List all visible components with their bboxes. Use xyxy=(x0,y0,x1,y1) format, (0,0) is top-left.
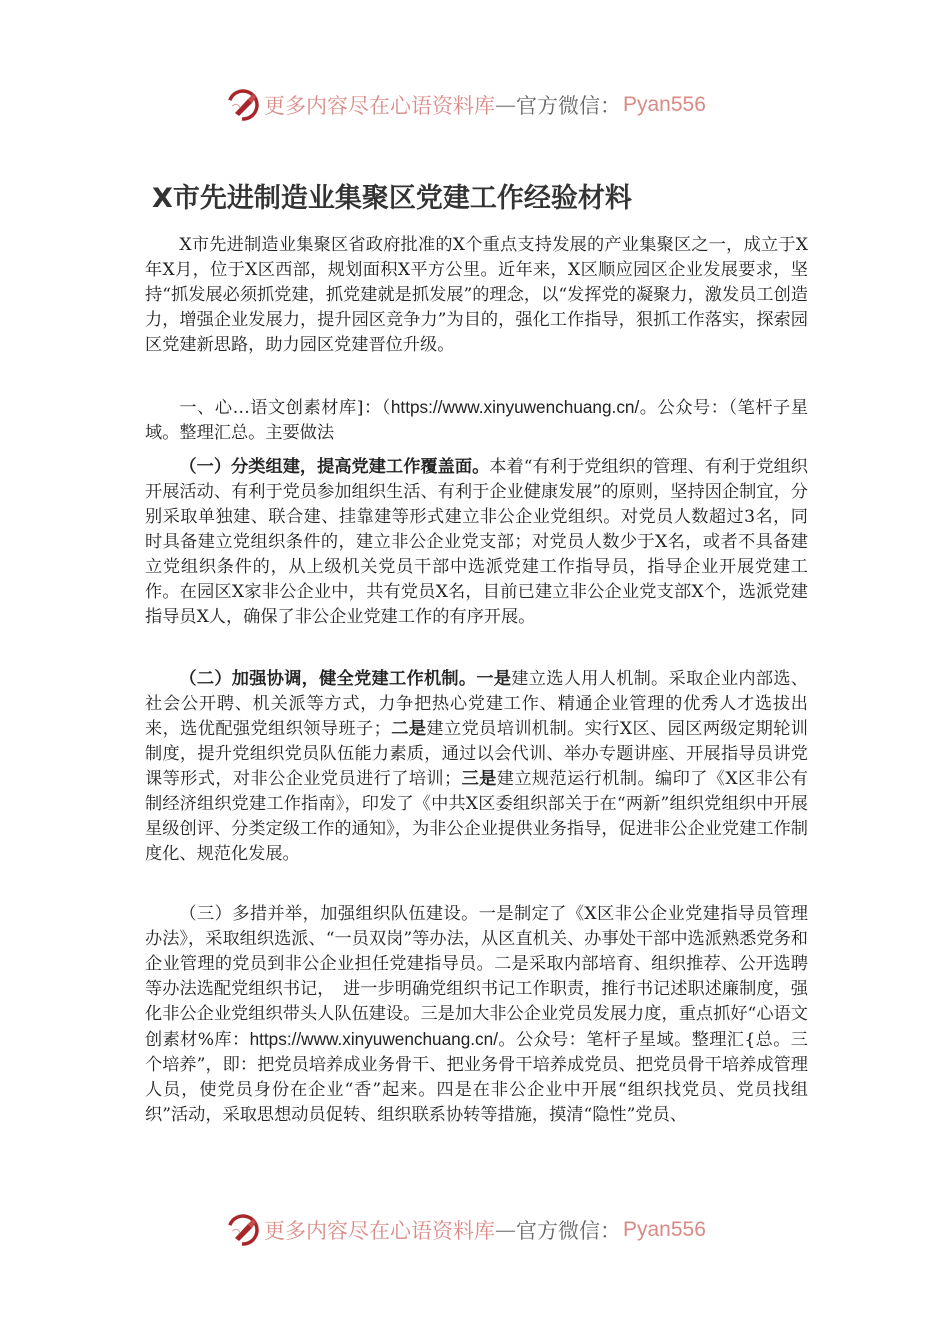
watermark-wechat-id: Pyan556 xyxy=(623,1218,706,1241)
watermark-brand: 更多内容尽在心语资料库 xyxy=(264,94,495,118)
section-one-heading xyxy=(145,395,808,446)
paragraph-two-second: 二是 xyxy=(390,719,427,739)
section-one-text-a: 一、心…语文创素材库]：（ xyxy=(179,398,391,418)
paragraph-three-text-b: 。公众号：笔杆子星域。整理汇{总。三个培养”，即：把党员培养成业务骨干、把业务骨干培养成党员、把党员骨干培养成管理人员，使党员身份在企业“香”起来。四是在非公企业中开展“组织找党员、党员找组织”活动，采取思想动员促转、组织联系协转等措施，摸清“隐性”党员、 xyxy=(145,1030,808,1125)
watermark-dash: — xyxy=(495,93,516,117)
watermark-dash: — xyxy=(495,1218,516,1242)
watermark-wechat-id: Pyan556 xyxy=(623,93,706,116)
intro-paragraph xyxy=(145,233,808,358)
section-one-text-b: 。公众号：（笔杆子星域。整理汇总。主要做法 xyxy=(145,398,809,443)
paragraph-two-third: 三是 xyxy=(461,769,497,789)
pen-nib-logo-icon xyxy=(226,1213,260,1247)
intro-text: X市先进制造业集聚区省政府批准的X个重点支持发展的产业集聚区之一，成立于X年X月，位于X区西部，规划面积X平方公里。近年来，X区顺应园区企业发展要求，坚持“抓发展必须抓党建，抓党建就是抓发展”的理念，以“发挥党的凝聚力，激发员工创造力，增强企业发展力，提升园区竞争力”为目的，强化工作指导，狠抓工作落实，探索园区党建新思路，助力园区党建晋位升级。 xyxy=(145,235,808,355)
paragraph-two-text-3: 建立规范运行机制。编印了《X区非公有制经济组织党建工作指南》，印发了《中共X区委组织部关于在“两新”组织党组织中开展星级创评、分类定级工作的通知》，为非公企业提供业务指导，促进非公企业党建工作制度化、规范化发展。 xyxy=(145,769,808,864)
paragraph-two-first: 一是 xyxy=(476,669,512,689)
footer-watermark xyxy=(226,1210,726,1250)
section-one-url: https://www.xinyuwenchuang.cn/ xyxy=(390,397,640,417)
paragraph-three xyxy=(145,902,808,1128)
paragraph-one-heading: （一）分类组建，提高党建工作覆盖面。 xyxy=(179,457,490,477)
paragraph-one-text: 本着“有利于党组织的管理、有利于党组织开展活动、有利于党员参加组织生活、有利于企业健康发展”的原则，坚持因企制宜，分别采取单独建、联合建、挂靠建等形式建立非公企业党组织。对党员人数超过3名，同时具备建立党组织条件的，建立非公企业党支部；对党员人数少于X名，或者不具备建立党组织条件的，从上级机关党员干部中选派党建工作指导员，指导企业开展党建工作。在园区X家非公企业中，共有党员X名，目前已建立非公企业党支部X个，选派党建指导员X人，确保了非公企业党建工作的有序开展。 xyxy=(145,457,808,627)
paragraph-two-text-2: 建立党员培训机制。实行X区、园区两级定期轮训制度，提升党组织党员队伍能力素质，通过以会代训、举办专题讲座、开展指导员讲党课等形式，对非公企业党员进行了培训； xyxy=(145,719,808,789)
document-title: X市先进制造业集聚区党建工作经验材料 xyxy=(152,183,632,214)
watermark-wechat-label: 官方微信： xyxy=(516,94,621,118)
pen-nib-logo-icon xyxy=(226,88,260,122)
header-watermark xyxy=(226,85,726,125)
paragraph-two xyxy=(145,667,808,867)
paragraph-one xyxy=(145,455,808,630)
paragraph-two-heading: （二）加强协调，健全党建工作机制。 xyxy=(179,669,477,689)
watermark-brand: 更多内容尽在心语资料库 xyxy=(264,1219,495,1243)
paragraph-three-text-a: （三）多措并举，加强组织队伍建设。一是制定了《X区非公企业党建指导员管理办法》，采取组织选派、“一员双岗”等办法，从区直机关、办事处干部中选派熟悉党务和企业管理的党员到非公企业担任党建指导员。二是采取内部培育、组织推荐、公开选聘等办法选配党组织书记， 进一步明确党组织书记工作职责，推行书记述职述廉制度，强化非公企业党组织带头人队伍建设。三是加大非公企业党员发展力度，重点抓好“心语文创素材%库： xyxy=(145,904,808,1050)
paragraph-three-url: https://www.xinyuwenchuang.cn/ xyxy=(249,1029,498,1049)
watermark-wechat-label: 官方微信： xyxy=(516,1219,621,1243)
paragraph-two-text-1: 建立选人用人机制。采取企业内部选、社会公开聘、机关派等方式，力争把热心党建工作、精通企业管理的优秀人才选拔出来，选优配强党组织领导班子； xyxy=(145,669,808,739)
